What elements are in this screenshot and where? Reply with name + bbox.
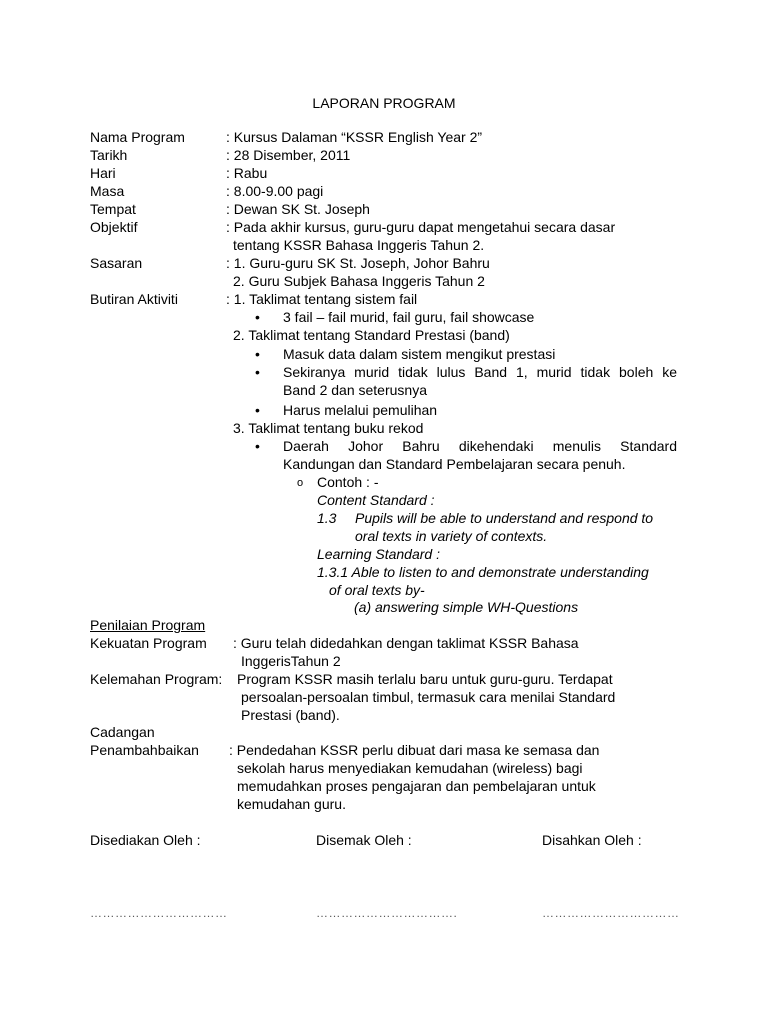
value-nama-program: : Kursus Dalaman “KSSR English Year 2” bbox=[226, 129, 483, 145]
signature-line-disemak: ……………………………. bbox=[316, 906, 458, 920]
content-standard-heading: Content Standard : bbox=[317, 492, 435, 508]
butiran-item1: : 1. Taklimat tentang sistem fail bbox=[226, 291, 418, 307]
label-kekuatan: Kekuatan Program bbox=[90, 635, 207, 651]
cadangan-line4: kemudahan guru. bbox=[237, 796, 346, 812]
learning-standard-line2: of oral texts by- bbox=[329, 582, 425, 598]
document-title: LAPORAN PROGRAM bbox=[312, 95, 456, 111]
label-masa: Masa bbox=[90, 183, 125, 199]
label-nama-program: Nama Program bbox=[90, 129, 185, 145]
kelemahan-line2: persoalan-persoalan timbul, termasuk cara menilai Standard bbox=[241, 689, 616, 705]
bullet-icon: • bbox=[255, 438, 260, 454]
label-butiran-aktiviti: Butiran Aktiviti bbox=[90, 291, 178, 307]
label-penambahbaikan: Penambahbaikan bbox=[90, 742, 199, 758]
value-hari: : Rabu bbox=[226, 165, 268, 181]
butiran-item2-bullet2-line1: Sekiranya murid tidak lulus Band 1, murid tidak boleh ke bbox=[283, 364, 677, 380]
kekuatan-line1: : Guru telah didedahkan dengan taklimat KSSR Bahasa bbox=[233, 635, 579, 651]
butiran-item3-bullet1-line2: Kandungan dan Standard Pembelajaran secara penuh. bbox=[283, 456, 626, 472]
butiran-item2: 2. Taklimat tentang Standard Prestasi (band) bbox=[233, 327, 510, 343]
butiran-item1-bullet1: 3 fail – fail murid, fail guru, fail showcase bbox=[283, 309, 535, 325]
penilaian-heading: Penilaian Program bbox=[90, 617, 206, 633]
label-sasaran: Sasaran bbox=[90, 255, 143, 271]
value-sasaran-line2: 2. Guru Subjek Bahasa Inggeris Tahun 2 bbox=[233, 273, 485, 289]
learning-standard-line3: (a) answering simple WH-Questions bbox=[354, 599, 579, 615]
signature-disediakan-label: Disediakan Oleh : bbox=[90, 832, 201, 848]
label-hari: Hari bbox=[90, 165, 116, 181]
cadangan-line1: : Pendedahan KSSR perlu dibuat dari masa ke semasa dan bbox=[229, 742, 600, 758]
circle-bullet-icon: o bbox=[297, 477, 304, 489]
label-cadangan: Cadangan bbox=[90, 724, 155, 740]
signature-disemak-label: Disemak Oleh : bbox=[316, 832, 412, 848]
bullet-icon: • bbox=[255, 364, 260, 380]
learning-standard-line1: 1.3.1 Able to listen to and demonstrate understanding bbox=[317, 564, 649, 580]
label-tempat: Tempat bbox=[90, 201, 136, 217]
butiran-item2-bullet1: Masuk data dalam sistem mengikut prestasi bbox=[283, 346, 556, 362]
signature-disahkan-label: Disahkan Oleh : bbox=[542, 832, 642, 848]
kelemahan-line3: Prestasi (band). bbox=[241, 707, 340, 723]
bullet-icon: • bbox=[255, 402, 260, 418]
bullet-icon: • bbox=[255, 346, 260, 362]
content-standard-line1: Pupils will be able to understand and respond to bbox=[355, 510, 654, 526]
content-standard-line2: oral texts in variety of contexts. bbox=[355, 528, 548, 544]
value-objektif-line2: tentang KSSR Bahasa Inggeris Tahun 2. bbox=[233, 237, 485, 253]
content-standard-number: 1.3 bbox=[317, 510, 337, 526]
cadangan-line3: memudahkan proses pengajaran dan pembelajaran untuk bbox=[237, 778, 596, 794]
contoh-label: Contoh : - bbox=[317, 474, 379, 490]
label-tarikh: Tarikh bbox=[90, 147, 128, 163]
value-tempat: : Dewan SK St. Joseph bbox=[226, 201, 370, 217]
butiran-item3-bullet1-line1: Daerah Johor Bahru dikehendaki menulis Standard bbox=[283, 438, 677, 454]
kekuatan-line2: InggerisTahun 2 bbox=[241, 653, 341, 669]
label-objektif: Objektif bbox=[90, 219, 138, 235]
label-kelemahan: Kelemahan Program: bbox=[90, 671, 223, 687]
signature-line-disediakan: …………………………… bbox=[90, 906, 228, 920]
signature-line-disahkan: …………………………… bbox=[542, 906, 680, 920]
butiran-item3: 3. Taklimat tentang buku rekod bbox=[233, 420, 424, 436]
learning-standard-heading: Learning Standard : bbox=[317, 546, 440, 562]
value-sasaran-line1: : 1. Guru-guru SK St. Joseph, Johor Bahru bbox=[226, 255, 490, 271]
bullet-icon: • bbox=[255, 309, 260, 325]
butiran-item2-bullet2-line2: Band 2 dan seterusnya bbox=[283, 382, 427, 398]
value-objektif-line1: : Pada akhir kursus, guru-guru dapat mengetahui secara dasar bbox=[226, 219, 616, 235]
value-masa: : 8.00-9.00 pagi bbox=[226, 183, 324, 199]
butiran-item2-bullet3: Harus melalui pemulihan bbox=[283, 402, 438, 418]
value-tarikh: : 28 Disember, 2011 bbox=[226, 147, 351, 163]
cadangan-line2: sekolah harus menyediakan kemudahan (wireless) bagi bbox=[237, 760, 583, 776]
kelemahan-line1: Program KSSR masih terlalu baru untuk guru-guru. Terdapat bbox=[237, 671, 613, 687]
